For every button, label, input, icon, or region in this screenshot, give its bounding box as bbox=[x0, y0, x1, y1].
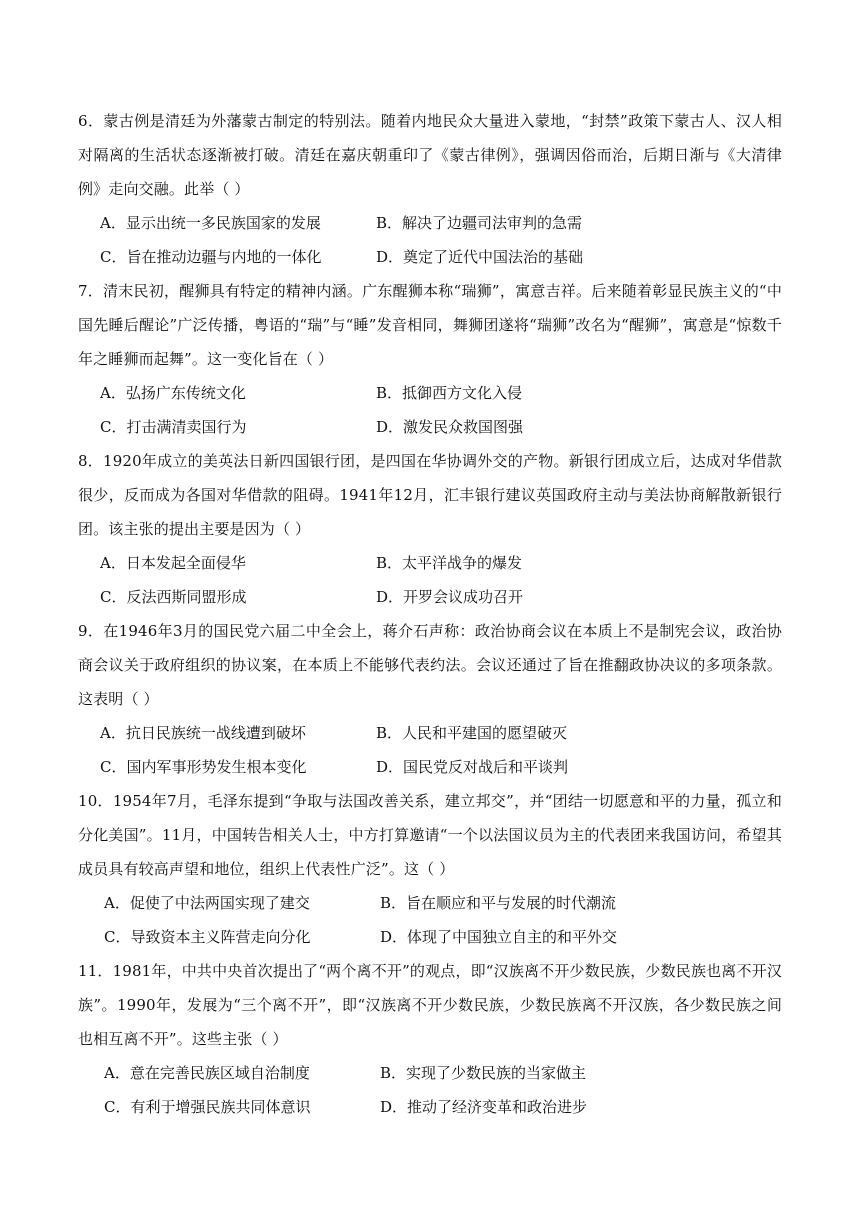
question-list bbox=[78, 104, 782, 1124]
option-c: C．有利于增强民族共同体意识 bbox=[104, 1098, 311, 1116]
option-grid bbox=[78, 886, 782, 954]
option-grid bbox=[78, 1056, 782, 1124]
option-b: B．解决了边疆司法审判的急需 bbox=[376, 214, 583, 232]
option-grid bbox=[78, 716, 782, 784]
option-d: D．国民党反对战后和平谈判 bbox=[376, 758, 569, 776]
option-c: C．旨在推动边疆与内地的一体化 bbox=[100, 248, 322, 266]
option-a: A．显示出统一多民族国家的发展 bbox=[100, 214, 321, 232]
option-c: C．国内军事形势发生根本变化 bbox=[100, 758, 307, 776]
option-grid bbox=[78, 206, 782, 274]
option-grid bbox=[78, 546, 782, 614]
option-a: A．意在完善民族区域自治制度 bbox=[104, 1064, 310, 1082]
question-11 bbox=[78, 954, 782, 1124]
question-stem: 6．蒙古例是清廷为外藩蒙古制定的特别法。随着内地民众大量进入蒙地，“封禁”政策下蒙古人、汉人相对隔离的生活状态逐渐被打破。清廷在嘉庆朝重印了《蒙古律例》，强调因俗而治，后期日渐与《大清律例》走向交融。此举（ ） bbox=[78, 112, 782, 198]
option-b: B．人民和平建国的愿望破灭 bbox=[376, 724, 568, 742]
option-c: C．导致资本主义阵营走向分化 bbox=[104, 928, 311, 946]
option-a: A．促使了中法两国实现了建交 bbox=[104, 894, 310, 912]
option-d: D．体现了中国独立自主的和平外交 bbox=[380, 928, 618, 946]
question-10 bbox=[78, 784, 782, 954]
option-b: B．旨在顺应和平与发展的时代潮流 bbox=[380, 894, 617, 912]
question-stem: 10．1954年7月，毛泽东提到“争取与法国改善关系，建立邦交”，并“团结一切愿意和平的力量，孤立和分化美国”。11月，中国转告相关人士，中方打算邀请“一个以法国议员为主的代表团来我国访问，希望其成员具有较高声望和地位，组织上代表性广泛”。这（ ） bbox=[78, 792, 782, 878]
option-c: C．反法西斯同盟形成 bbox=[100, 588, 247, 606]
question-9 bbox=[78, 614, 782, 784]
question-stem: 8．1920年成立的美英法日新四国银行团，是四国在华协调外交的产物。新银行团成立后，达成对华借款很少，反而成为各国对华借款的阻碍。1941年12月，汇丰银行建议英国政府主动与美法协商解散新银行团。该主张的提出主要是因为（ ） bbox=[78, 452, 782, 538]
option-d: D．奠定了近代中国法治的基础 bbox=[376, 248, 584, 266]
option-d: D．推动了经济变革和政治进步 bbox=[380, 1098, 588, 1116]
option-a: A．抗日民族统一战线遭到破坏 bbox=[100, 724, 306, 742]
question-stem: 11．1981年，中共中央首次提出了“两个离不开”的观点，即“汉族离不开少数民族，少数民族也离不开汉族”。1990年，发展为“三个离不开”，即“汉族离不开少数民族，少数民族离不开汉族，各少数民族之间也相互离不开”。这些主张（ ） bbox=[78, 962, 782, 1048]
question-6 bbox=[78, 104, 782, 274]
option-d: D．激发民众救国图强 bbox=[376, 418, 524, 436]
option-b: B．实现了少数民族的当家做主 bbox=[380, 1064, 587, 1082]
option-a: A．日本发起全面侵华 bbox=[100, 554, 246, 572]
option-grid bbox=[78, 376, 782, 444]
option-d: D．开罗会议成功召开 bbox=[376, 588, 524, 606]
option-a: A．弘扬广东传统文化 bbox=[100, 384, 246, 402]
question-7 bbox=[78, 274, 782, 444]
question-stem: 7．清末民初，醒狮具有特定的精神内涵。广东醒狮本称“瑞狮”，寓意吉祥。后来随着彰显民族主义的“中国先睡后醒论”广泛传播，粤语的“瑞”与“睡”发音相同，舞狮团遂将“瑞狮”改名为“醒狮”，寓意是“惊数千年之睡狮而起舞”。这一变化旨在（ ） bbox=[78, 282, 782, 368]
question-8 bbox=[78, 444, 782, 614]
option-c: C．打击满清卖国行为 bbox=[100, 418, 247, 436]
option-b: B．太平洋战争的爆发 bbox=[376, 554, 523, 572]
question-stem: 9．在1946年3月的国民党六届二中全会上，蒋介石声称：政治协商会议在本质上不是制宪会议，政治协商会议关于政府组织的协议案，在本质上不能够代表约法。会议还通过了旨在推翻政协决议的多项条款。这表明（ ） bbox=[78, 622, 782, 708]
option-b: B．抵御西方文化入侵 bbox=[376, 384, 523, 402]
